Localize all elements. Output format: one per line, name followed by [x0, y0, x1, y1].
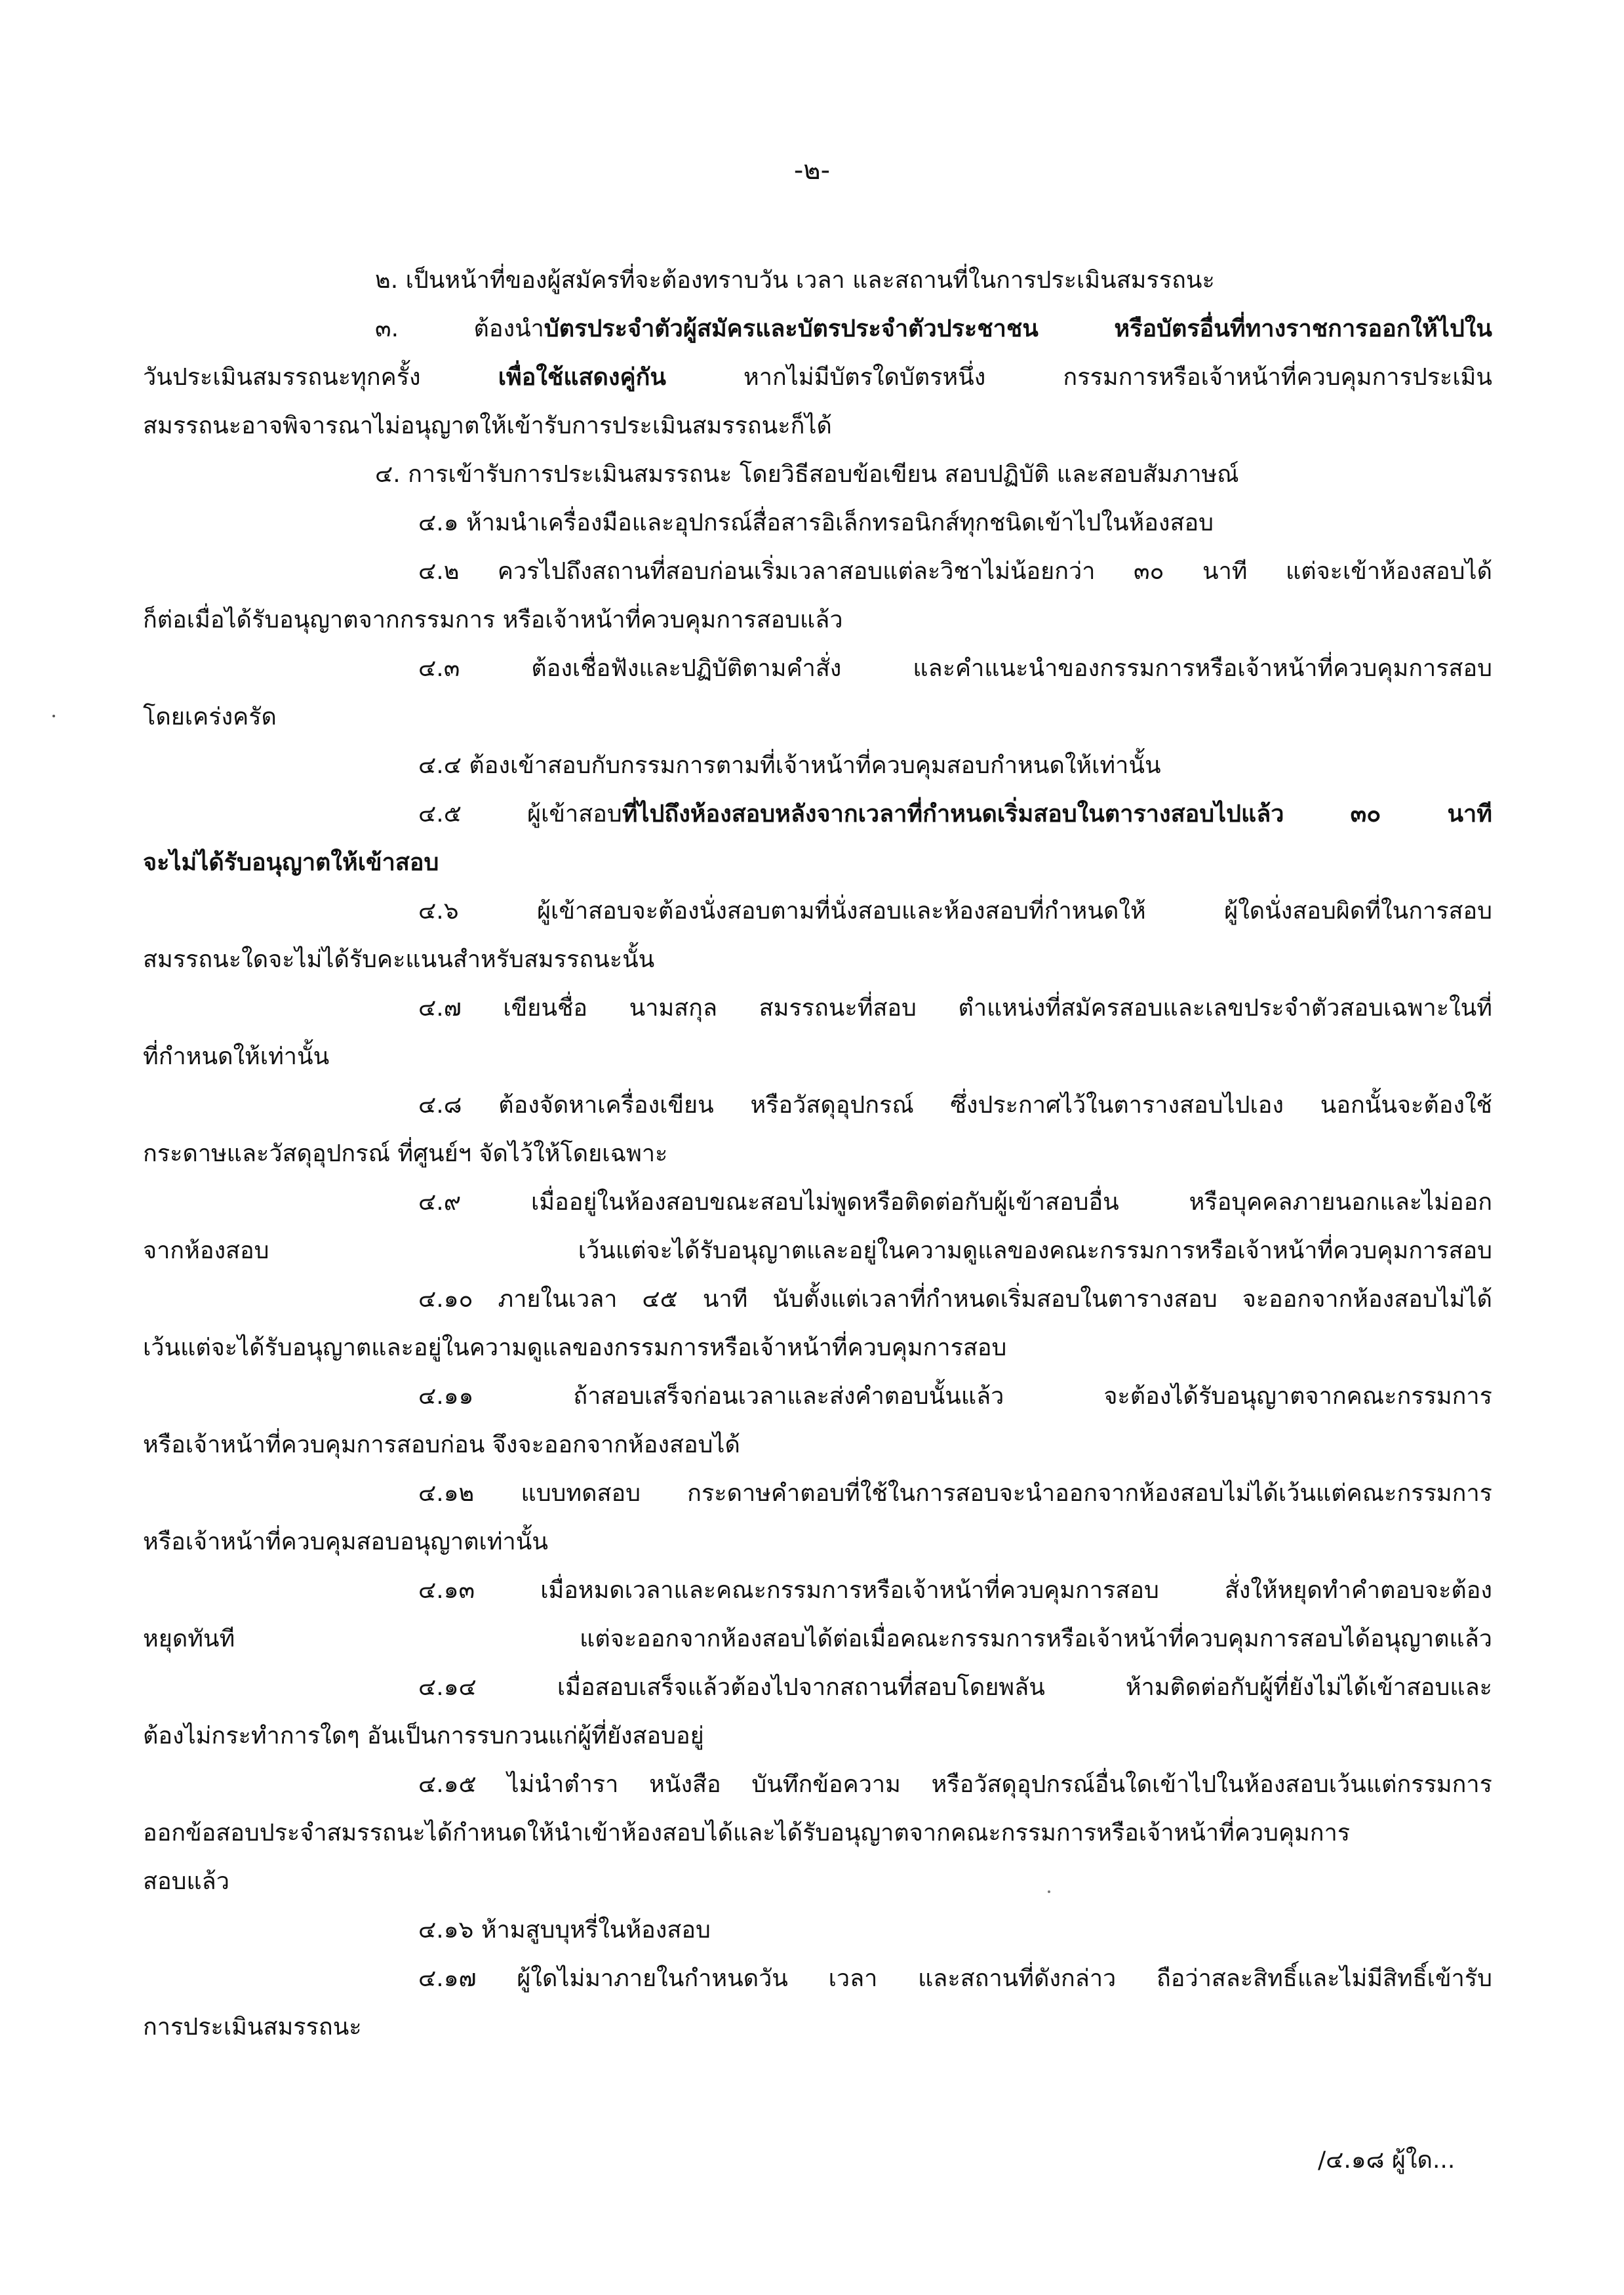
- text-segment: หยุดทันที แต่จะออกจากห้องสอบได้ต่อเมื่อคณะกรรมการหรือเจ้าหน้าที่ควบคุมการสอบได้อนุญาตแล้ว: [143, 1626, 1492, 1652]
- text-segment: ๔.๓ ต้องเชื่อฟังและปฏิบัติตามคำสั่ง และคำแนะนำของกรรมการหรือเจ้าหน้าที่ควบคุมการสอบ: [418, 655, 1492, 682]
- text-line: [418, 552, 1492, 591]
- text-line: [418, 746, 1161, 786]
- text-segment: ๔. การเข้ารับการประเมินสมรรถนะ โดยวิธีสอบข้อเขียน สอบปฏิบัติ และสอบสัมภาษณ์: [375, 461, 1239, 488]
- text-segment: ต้องไม่กระทำการใดๆ อันเป็นการรบกวนแก่ผู้ที่ยังสอบอยู่: [143, 1723, 704, 1749]
- text-line: [418, 1377, 1492, 1416]
- text-segment: ๔.๑๑ ถ้าสอบเสร็จก่อนเวลาและส่งคำตอบนั้นแล้ว จะต้องได้รับอนุญาตจากคณะกรรมการ: [418, 1383, 1492, 1410]
- text-line: [418, 1911, 711, 1950]
- text-line: [418, 795, 1492, 834]
- text-segment: ๔.๕ ผู้เข้าสอบ: [418, 801, 622, 828]
- text-segment: จากห้องสอบ เว้นแต่จะได้รับอนุญาตและอยู่ในความดูแลของคณะกรรมการหรือเจ้าหน้าที่ควบคุมการสอบ: [143, 1237, 1492, 1264]
- text-segment: ๔.๒ ควรไปถึงสถานที่สอบก่อนเริ่มเวลาสอบแต่ละวิชาไม่น้อยกว่า ๓๐ นาที แต่จะเข้าห้องสอบได้: [418, 558, 1492, 585]
- bold-text-segment: จะไม่ได้รับอนุญาตให้เข้าสอบ: [143, 849, 439, 876]
- scan-speck: [52, 715, 55, 717]
- text-segment: หากไม่มีบัตรใดบัตรหนึ่ง กรรมการหรือเจ้าหน้าที่ควบคุมการประเมิน: [665, 364, 1493, 391]
- text-segment: สมรรถนะใดจะไม่ได้รับคะแนนสำหรับสมรรถนะนั้น: [143, 946, 655, 973]
- text-segment: ๔.๑๓ เมื่อหมดเวลาและคณะกรรมการหรือเจ้าหน้าที่ควบคุมการสอบ สั่งให้หยุดทำคำตอบจะต้อง: [418, 1577, 1492, 1604]
- text-segment: ๔.๑๖ ห้ามสูบบุหรี่ในห้องสอบ: [418, 1917, 711, 1944]
- bold-text-segment: บัตรประจำตัวผู้สมัครและบัตรประจำตัวประชาชน หรือบัตรอื่นที่ทางราชการออกให้ไปใน: [544, 315, 1492, 342]
- text-line: [418, 1474, 1492, 1513]
- text-segment: หรือเจ้าหน้าที่ควบคุมการสอบก่อน จึงจะออกจากห้องสอบได้: [143, 1431, 740, 1458]
- text-line: [143, 1037, 329, 1077]
- text-line: [375, 455, 1239, 494]
- text-line: [143, 1426, 740, 1465]
- text-line: [143, 940, 654, 980]
- bold-text-segment: เพื่อใช้แสดงคู่กัน: [498, 364, 666, 391]
- text-segment: ก็ต่อเมื่อได้รับอนุญาตจากกรรมการ หรือเจ้าหน้าที่ควบคุมการสอบแล้ว: [143, 607, 843, 633]
- text-line: [143, 1717, 704, 1756]
- text-line: [418, 1086, 1492, 1125]
- text-line: [143, 1523, 548, 1562]
- text-line: [143, 1134, 667, 1174]
- text-segment: กระดาษและวัสดุอุปกรณ์ ที่ศูนย์ฯ จัดไว้ให้โดยเฉพาะ: [143, 1140, 668, 1167]
- text-line: [143, 698, 277, 737]
- text-line: [143, 1862, 229, 1902]
- text-line: [143, 407, 832, 446]
- text-line: [418, 504, 1214, 543]
- text-segment: เว้นแต่จะได้รับอนุญาตและอยู่ในความดูแลของกรรมการหรือเจ้าหน้าที่ควบคุมการสอบ: [143, 1334, 1007, 1361]
- text-segment: หรือเจ้าหน้าที่ควบคุมสอบอนุญาตเท่านั้น: [143, 1528, 548, 1555]
- text-segment: ๒. เป็นหน้าที่ของผู้สมัครที่จะต้องทราบวัน เวลา และสถานที่ในการประเมินสมรรถนะ: [375, 267, 1215, 294]
- text-segment: ๔.๑ ห้ามนำเครื่องมือและอุปกรณ์สื่อสารอิเล็กทรอนิกส์ทุกชนิดเข้าไปในห้องสอบ: [418, 509, 1214, 536]
- next-page-reference: /๔.๑๘ ผู้ใด...: [1318, 2147, 1456, 2174]
- text-segment: ๔.๗ เขียนชื่อ นามสกุล สมรรถนะที่สอบ ตำแหน่งที่สมัครสอบและเลขประจำตัวสอบเฉพาะในที่: [418, 995, 1492, 1022]
- bold-text-segment: ที่ไปถึงห้องสอบหลังจากเวลาที่กำหนดเริ่มสอบในตารางสอบไปแล้ว ๓๐ นาที: [622, 801, 1492, 828]
- text-segment: ที่กำหนดให้เท่านั้น: [143, 1043, 330, 1070]
- text-line: [418, 1571, 1492, 1610]
- text-segment: การประเมินสมรรถนะ: [143, 2014, 362, 2041]
- text-line: [418, 1183, 1492, 1222]
- text-line: [143, 1328, 1006, 1368]
- text-segment: ออกข้อสอบประจำสมรรถนะได้กำหนดให้นำเข้าห้องสอบได้และได้รับอนุญาตจากคณะกรรมการหรือเจ้าหน้าที่ควบคุมการ: [143, 1820, 1351, 1846]
- text-line: [143, 1814, 1492, 1853]
- text-segment: สมรรถนะอาจพิจารณาไม่อนุญาตให้เข้ารับการประเมินสมรรถนะก็ได้: [143, 412, 832, 439]
- text-line: [143, 2008, 362, 2047]
- text-line: [143, 1620, 1492, 1659]
- text-segment: ๓. ต้องนำ: [375, 315, 544, 342]
- text-line: [143, 843, 439, 883]
- text-line: [143, 1231, 1492, 1271]
- text-line: [418, 892, 1492, 931]
- text-line: [418, 1765, 1492, 1805]
- text-line: [143, 601, 843, 640]
- text-line: [418, 649, 1492, 688]
- text-segment: ๔.๑๗ ผู้ใดไม่มาภายในกำหนดวัน เวลา และสถานที่ดังกล่าว ถือว่าสละสิทธิ์และไม่มีสิทธิ์เข้ารับ: [418, 1965, 1492, 1992]
- text-line: [418, 989, 1492, 1028]
- text-line: [375, 261, 1215, 300]
- text-segment: วันประเมินสมรรถนะทุกครั้ง: [143, 364, 498, 391]
- text-segment: ๔.๘ ต้องจัดหาเครื่องเขียน หรือวัสดุอุปกรณ์ ซึ่งประกาศไว้ในตารางสอบไปเอง นอกนั้นจะต้องใช้: [418, 1092, 1492, 1119]
- text-segment: ๔.๑๒ แบบทดสอบ กระดาษคำตอบที่ใช้ในการสอบจะนำออกจากห้องสอบไม่ได้เว้นแต่คณะกรรมการ: [418, 1480, 1492, 1507]
- text-line: [143, 358, 1492, 397]
- text-segment: โดยเคร่งครัด: [143, 704, 277, 730]
- text-segment: ๔.๑๐ ภายในเวลา ๔๕ นาที นับตั้งแต่เวลาที่กำหนดเริ่มสอบในตารางสอบ จะออกจากห้องสอบไม่ได้: [418, 1286, 1492, 1313]
- text-line: [375, 309, 1492, 349]
- page-number: -๒-: [793, 155, 831, 186]
- text-segment: ๔.๖ ผู้เข้าสอบจะต้องนั่งสอบตามที่นั่งสอบและห้องสอบที่กำหนดให้ ผู้ใดนั่งสอบผิดที่ในการสอบ: [418, 898, 1492, 925]
- text-segment: ๔.๑๔ เมื่อสอบเสร็จแล้วต้องไปจากสถานที่สอบโดยพลัน ห้ามติดต่อกับผู้ที่ยังไม่ได้เข้าสอบและ: [418, 1674, 1492, 1701]
- text-segment: ๔.๑๕ ไม่นำตำรา หนังสือ บันทึกข้อความ หรือวัสดุอุปกรณ์อื่นใดเข้าไปในห้องสอบเว้นแต่กรรมการ: [418, 1771, 1492, 1798]
- text-segment: ๔.๔ ต้องเข้าสอบกับกรรมการตามที่เจ้าหน้าที่ควบคุมสอบกำหนดให้เท่านั้น: [418, 752, 1161, 779]
- text-line: [418, 1668, 1492, 1707]
- text-line: [418, 1959, 1492, 1999]
- text-segment: ๔.๙ เมื่ออยู่ในห้องสอบขณะสอบไม่พูดหรือติดต่อกับผู้เข้าสอบอื่น หรือบุคคลภายนอกและไม่ออก: [418, 1189, 1492, 1216]
- text-segment: สอบแล้ว: [143, 1868, 229, 1895]
- scan-speck: [1048, 1890, 1050, 1893]
- text-line: [418, 1280, 1492, 1319]
